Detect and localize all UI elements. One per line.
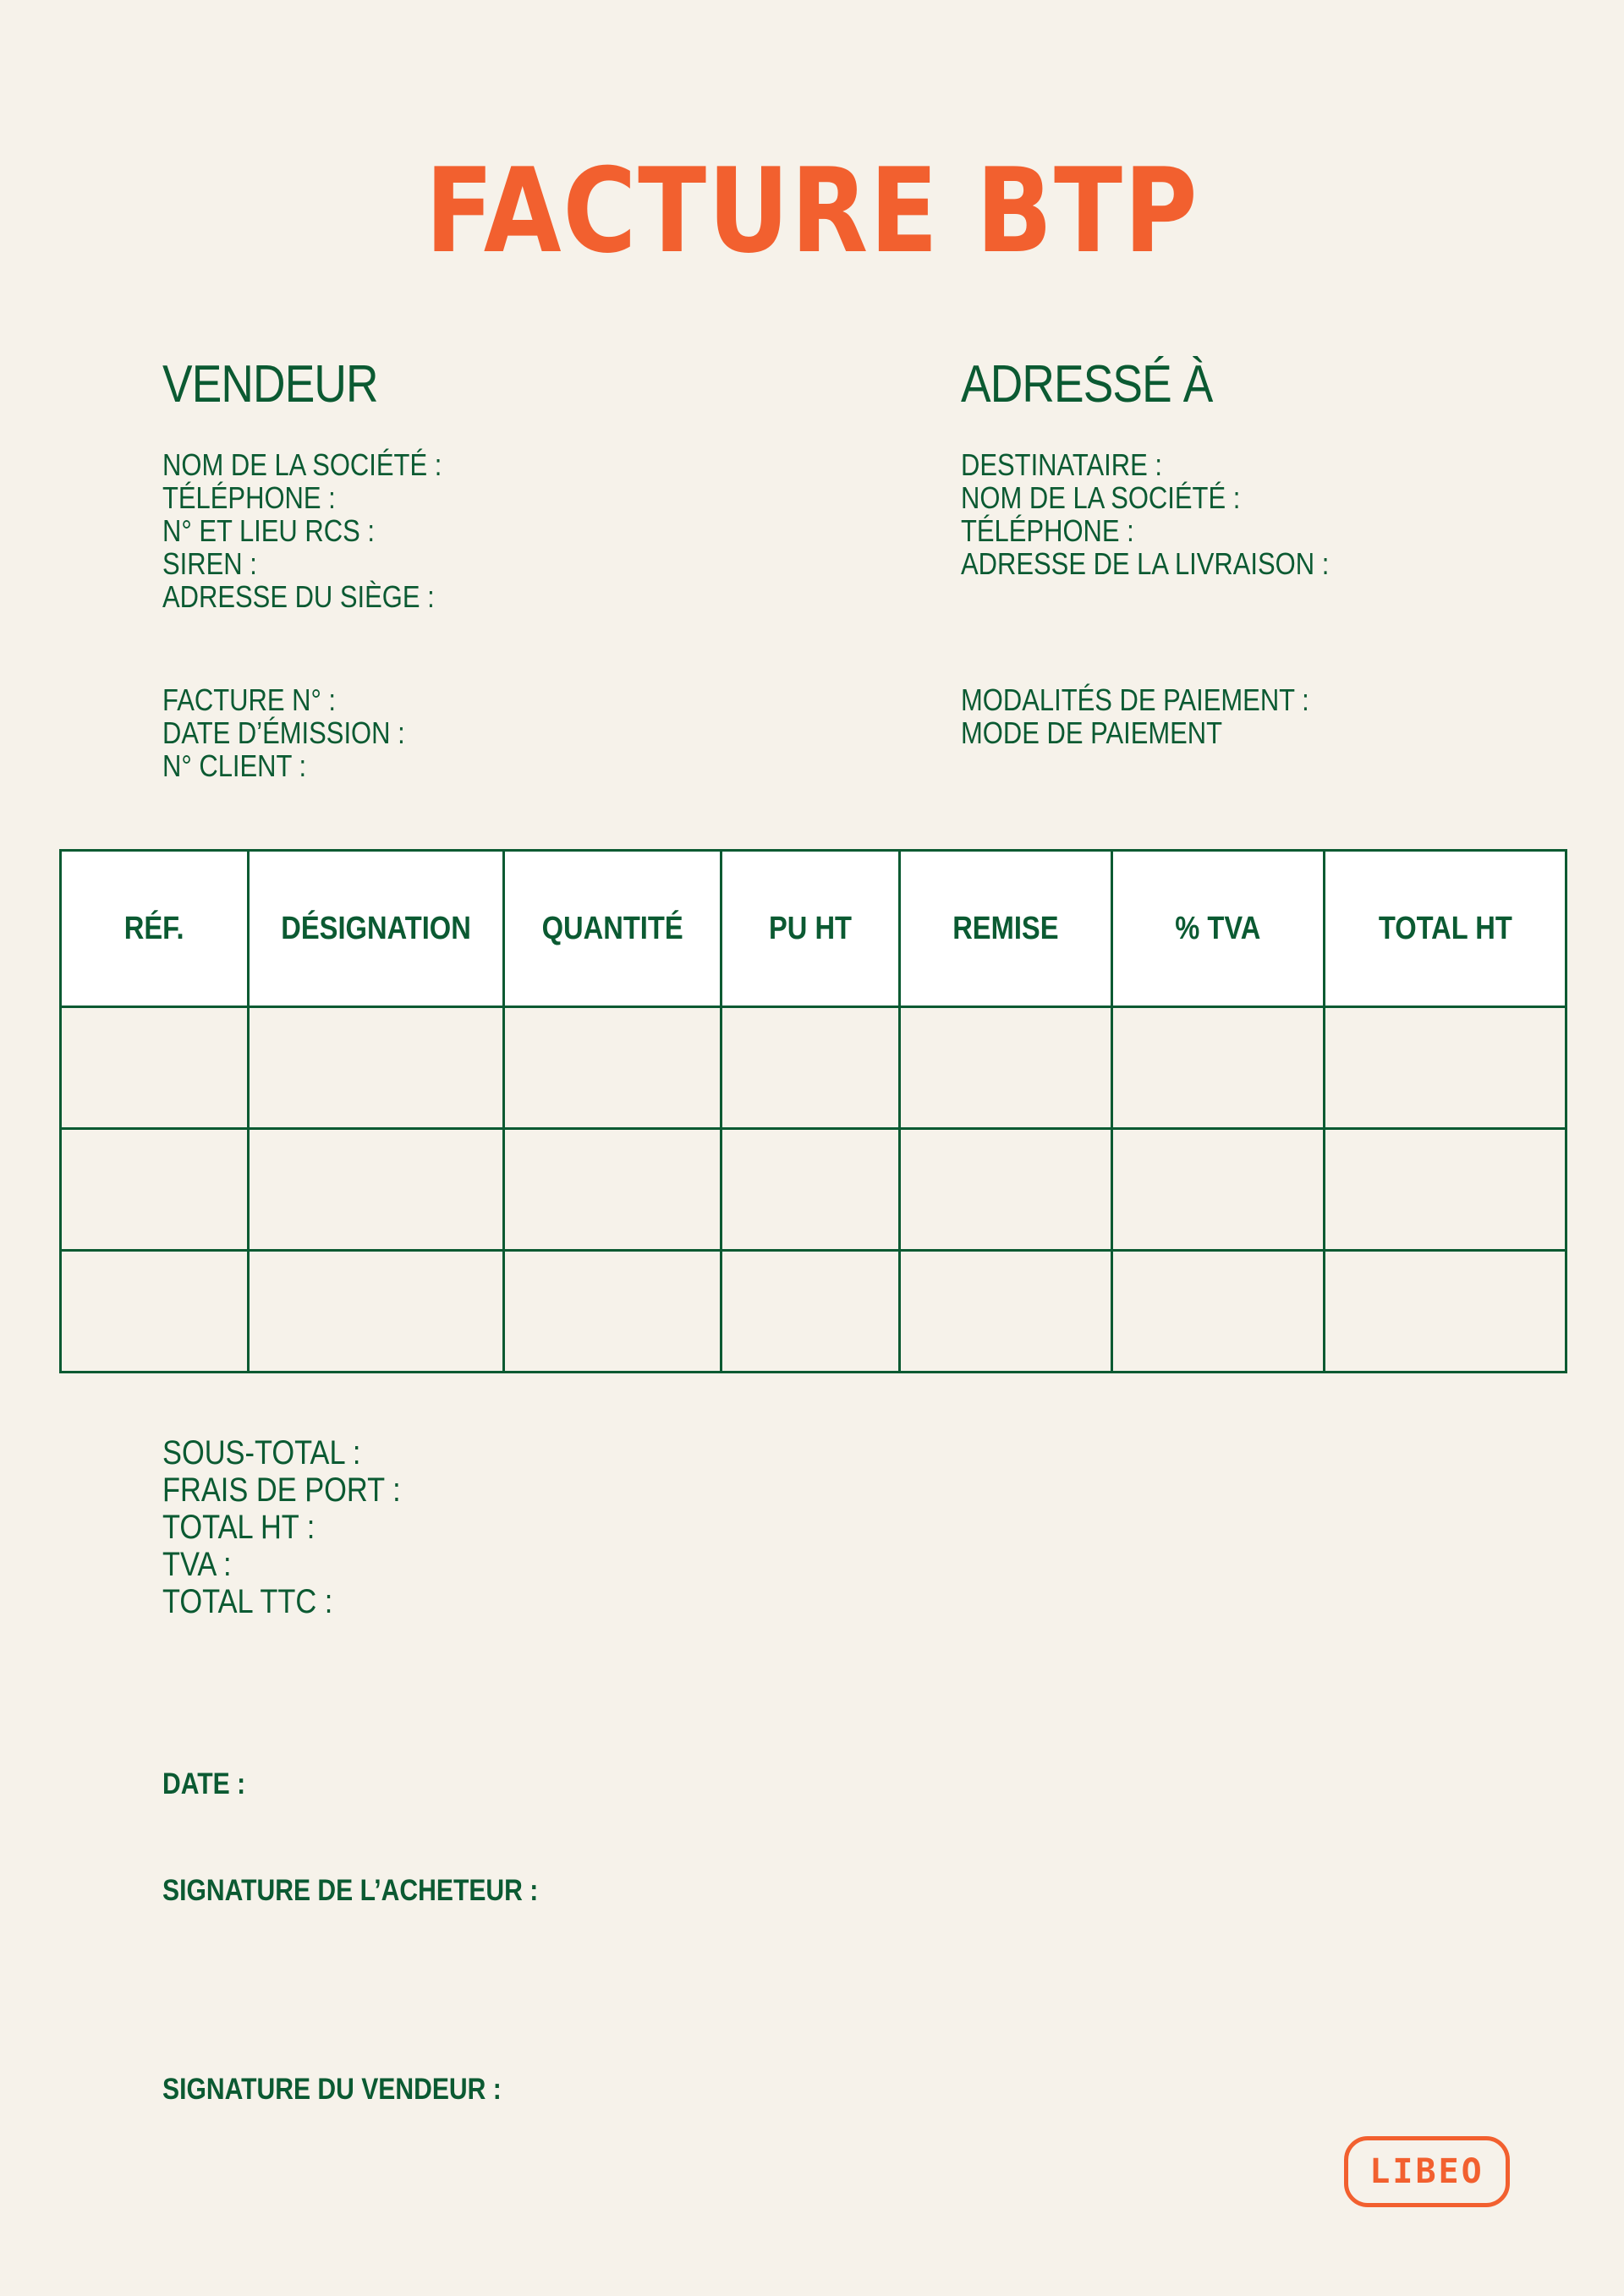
table-cell[interactable]	[249, 1251, 504, 1373]
table-cell[interactable]	[721, 1129, 900, 1251]
logo-text: LIBEO	[1369, 2152, 1484, 2191]
table-cell[interactable]	[61, 1007, 249, 1129]
table-cell[interactable]	[1112, 1251, 1325, 1373]
seller-fields	[162, 448, 487, 613]
table-header-row	[61, 851, 1566, 1007]
column-header-total-ht: TOTAL HT	[1325, 851, 1566, 1007]
payment-method-label: MODE DE PAIEMENT	[961, 715, 1223, 750]
table-cell[interactable]	[61, 1129, 249, 1251]
table-cell[interactable]	[900, 1251, 1112, 1373]
table-cell[interactable]	[249, 1007, 504, 1129]
recipient-company-label: NOM DE LA SOCIÉTÉ :	[961, 480, 1241, 515]
table-row	[61, 1129, 1566, 1251]
recipient-fields	[961, 448, 1389, 580]
invoice-items-table	[59, 849, 1567, 1373]
table-cell[interactable]	[1325, 1251, 1566, 1373]
table-cell[interactable]	[249, 1129, 504, 1251]
table-cell[interactable]	[504, 1251, 721, 1373]
table-cell[interactable]	[1112, 1007, 1325, 1129]
seller-section	[162, 355, 413, 414]
payment-terms-label: MODALITÉS DE PAIEMENT :	[961, 682, 1309, 717]
table-cell[interactable]	[900, 1007, 1112, 1129]
table-row	[61, 1251, 1566, 1373]
recipient-delivery-address-label: ADRESSE DE LA LIVRAISON :	[961, 546, 1330, 581]
seller-siren-label: SIREN :	[162, 546, 257, 581]
table-cell[interactable]	[504, 1007, 721, 1129]
invoice-title: FACTURE BTP	[425, 143, 1199, 279]
table-cell[interactable]	[504, 1129, 721, 1251]
table-cell[interactable]	[900, 1129, 1112, 1251]
table-cell[interactable]	[61, 1251, 249, 1373]
recipient-heading: ADRESSÉ À	[961, 355, 1213, 414]
seller-signature-label: SIGNATURE DU VENDEUR :	[162, 2073, 502, 2106]
table-cell[interactable]	[1325, 1129, 1566, 1251]
table-row	[61, 1007, 1566, 1129]
column-header-discount: REMISE	[900, 851, 1112, 1007]
column-header-ref: RÉF.	[61, 851, 249, 1007]
seller-address-label: ADRESSE DU SIÈGE :	[162, 579, 435, 614]
recipient-phone-label: TÉLÉPHONE :	[961, 513, 1134, 548]
table-cell[interactable]	[1325, 1007, 1566, 1129]
total-ttc-label: TOTAL TTC :	[162, 1583, 333, 1620]
vat-label: TVA :	[162, 1546, 232, 1583]
table-cell[interactable]	[721, 1007, 900, 1129]
totals-section	[162, 1434, 439, 1620]
buyer-signature-label: SIGNATURE DE L’ACHETEUR :	[162, 1874, 539, 1907]
recipient-name-label: DESTINATAIRE :	[961, 447, 1162, 482]
issue-date-label: DATE D’ÉMISSION :	[162, 715, 405, 750]
column-header-vat-rate: % TVA	[1112, 851, 1325, 1007]
table-cell[interactable]	[1112, 1129, 1325, 1251]
column-header-quantity: QUANTITÉ	[504, 851, 721, 1007]
seller-company-name-label: NOM DE LA SOCIÉTÉ :	[162, 447, 442, 482]
table-cell[interactable]	[721, 1251, 900, 1373]
client-number-label: N° CLIENT :	[162, 748, 307, 783]
total-ht-label: TOTAL HT :	[162, 1509, 315, 1546]
seller-phone-label: TÉLÉPHONE :	[162, 480, 336, 515]
payment-info	[961, 683, 1366, 749]
seller-rcs-label: N° ET LIEU RCS :	[162, 513, 375, 548]
shipping-label: FRAIS DE PORT :	[162, 1471, 401, 1509]
date-label: DATE :	[162, 1767, 246, 1800]
subtotal-label: SOUS-TOTAL :	[162, 1434, 361, 1471]
invoice-number-label: FACTURE N° :	[162, 682, 337, 717]
invoice-info	[162, 683, 444, 782]
libeo-logo	[1344, 2136, 1510, 2207]
column-header-designation: DÉSIGNATION	[249, 851, 504, 1007]
column-header-unit-price: PU HT	[721, 851, 900, 1007]
recipient-section	[961, 355, 1254, 414]
seller-heading: VENDEUR	[162, 355, 378, 414]
